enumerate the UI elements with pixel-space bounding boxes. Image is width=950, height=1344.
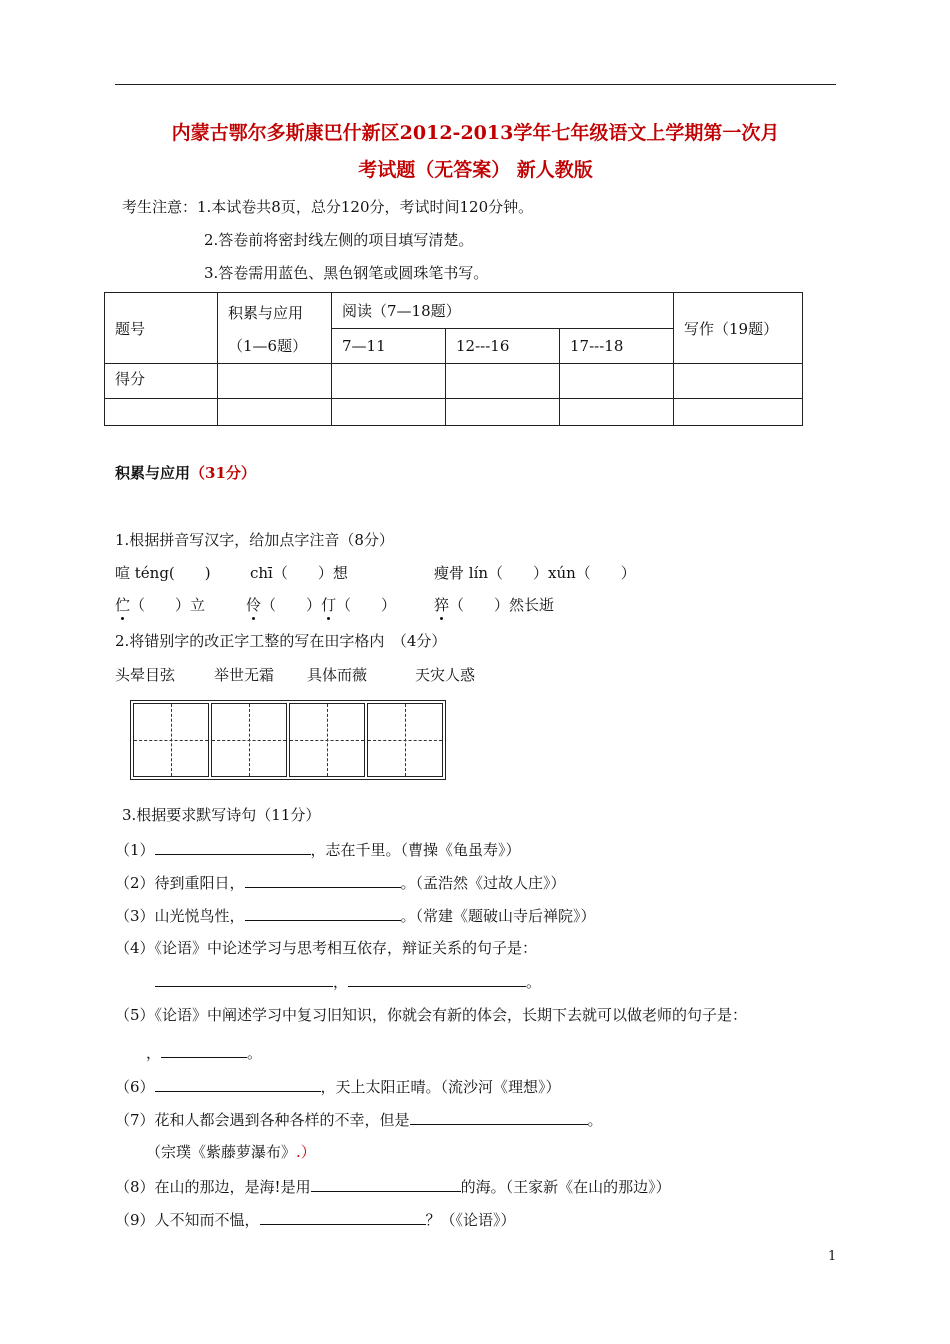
notice-line1: 考生注意：1.本试卷共8页，总分120分，考试时间120分钟。 — [122, 198, 534, 216]
answer-blank[interactable] — [155, 1075, 321, 1092]
score-table-reading-sub1: 7—11 — [332, 328, 446, 364]
comma: ， — [146, 1044, 162, 1062]
q1-item-e-mid: （ ） — [261, 596, 322, 614]
q3-item-8-pre: （8）在山的那边，是海!是用 — [115, 1178, 311, 1196]
q3-item-7-src-end: .） — [296, 1143, 316, 1161]
blank-cell — [218, 399, 332, 426]
q3-item-9 — [115, 1208, 516, 1230]
score-cell[interactable] — [446, 364, 560, 399]
q1-item-b: chī（ ）想 — [250, 564, 348, 582]
q3-item-8 — [115, 1175, 671, 1197]
q3-item-4: （4）《论语》中论述学习与思考相互依存，辩证关系的句子是： — [115, 939, 538, 957]
q3-item-1 — [115, 838, 521, 860]
score-cell[interactable] — [218, 364, 332, 399]
q1-item-c: 瘦骨 lín（ ）xún（ ） — [434, 564, 636, 582]
notice-line3: 3.答卷需用蓝色、黑色钢笔或圆珠笔书写。 — [204, 264, 489, 282]
q3-item-2-pre: （2）待到重阳日， — [115, 874, 245, 892]
q3-item-7-pre: （7）花和人都会遇到各种各样的不幸，但是 — [115, 1111, 410, 1129]
period: 。 — [587, 1111, 603, 1129]
page-number: 1 — [828, 1249, 837, 1264]
q1-item-f-rest: （ ）然长逝 — [449, 596, 555, 614]
q3-item-6-pre: （6） — [115, 1078, 155, 1096]
q3-item-7-source — [146, 1141, 316, 1162]
score-table-reading-header: 阅读（7—18题） — [332, 293, 674, 329]
tianzige-cell[interactable] — [211, 703, 287, 777]
q2-word: 天灾人惑 — [415, 666, 476, 684]
q3-item-4-answers — [155, 970, 541, 992]
q1-item-d — [115, 594, 205, 615]
q2-word: 举世无霜 — [214, 666, 275, 684]
q3-item-2 — [115, 871, 566, 893]
section-heading — [115, 462, 256, 483]
q1-item-e-rest: （ ） — [336, 596, 397, 614]
q1-item-a: 喧 téng( ) — [115, 564, 211, 582]
q3-item-7 — [115, 1108, 603, 1130]
answer-blank[interactable] — [260, 1208, 426, 1225]
period: 。 — [247, 1044, 263, 1062]
answer-blank[interactable] — [311, 1175, 461, 1192]
notice-line2: 2.答卷前将密封线左侧的项目填写清楚。 — [204, 231, 474, 249]
answer-blank[interactable] — [245, 904, 401, 921]
section-heading-text: 积累与应用 — [115, 464, 191, 482]
blank-cell — [560, 399, 674, 426]
q3-item-7-src: （宗璞《紫藤萝瀑布》 — [146, 1143, 297, 1161]
tianzige-grid — [130, 700, 446, 780]
comma: ， — [333, 973, 349, 991]
q3-title: 3.根据要求默写诗句（11分） — [122, 806, 321, 824]
period: 。 — [526, 973, 542, 991]
dotted-char: 仃 — [321, 596, 337, 614]
section-heading-points: （31分） — [190, 464, 256, 482]
q1-item-e — [246, 594, 396, 615]
dotted-char: 伶 — [246, 596, 262, 614]
q1-item-d-rest: （ ）立 — [130, 596, 206, 614]
q3-item-3-post: 。（常建《题破山寺后禅院》） — [400, 907, 596, 925]
q3-item-3-pre: （3）山光悦鸟性， — [115, 907, 245, 925]
score-cell[interactable] — [560, 364, 674, 399]
tianzige-cell[interactable] — [289, 703, 365, 777]
q2-title: 2.将错别字的改正字工整的写在田字格内 （4分） — [115, 632, 447, 650]
q3-item-1-pre: （1） — [115, 841, 155, 859]
score-table-score-label: 得分 — [105, 364, 218, 399]
q3-item-1-post: ，志在千里。（曹操《龟虽寿》） — [310, 841, 521, 859]
blank-cell — [446, 399, 560, 426]
score-table-reading-sub2: 12---16 — [446, 328, 560, 364]
q3-item-5-answers — [146, 1041, 262, 1063]
accum-header-line1: 积累与应用 — [228, 304, 304, 322]
score-table-question-header: 题号 — [105, 293, 218, 364]
score-table-reading-sub3: 17---18 — [560, 328, 674, 364]
q3-item-6 — [115, 1075, 561, 1097]
doc-title-line2: 考试题（无答案） 新人教版 — [358, 159, 593, 181]
score-cell[interactable] — [332, 364, 446, 399]
score-cell[interactable] — [674, 364, 803, 399]
q2-word: 具体而薇 — [307, 666, 368, 684]
dotted-char: 伫 — [115, 596, 131, 614]
answer-blank[interactable] — [155, 838, 311, 855]
score-table — [104, 292, 803, 426]
answer-blank[interactable] — [155, 970, 333, 987]
answer-blank[interactable] — [348, 970, 526, 987]
answer-blank[interactable] — [245, 871, 401, 888]
tianzige-cell[interactable] — [367, 703, 443, 777]
answer-blank[interactable] — [161, 1041, 247, 1058]
q1-item-f — [434, 594, 554, 615]
header-rule — [115, 84, 836, 85]
blank-cell — [332, 399, 446, 426]
doc-title-line1: 内蒙古鄂尔多斯康巴什新区2012-2013学年七年级语文上学期第一次月 — [171, 122, 780, 144]
tianzige-cell[interactable] — [133, 703, 209, 777]
q3-item-5: （5）《论语》中阐述学习中复习旧知识，你就会有新的体会，长期下去就可以做老师的句子是： — [115, 1006, 748, 1024]
q2-word: 头晕目弦 — [115, 666, 176, 684]
q1-title: 1.根据拼音写汉字，给加点字注音（8分） — [115, 531, 394, 549]
blank-cell — [674, 399, 803, 426]
blank-cell — [105, 399, 218, 426]
q3-item-8-post: 的海。（王家新《在山的那边》） — [460, 1178, 671, 1196]
score-table-writing-header: 写作（19题） — [674, 293, 803, 364]
dotted-char: 猝 — [434, 596, 450, 614]
q3-item-6-post: ，天上太阳正晴。（流沙河《理想》） — [320, 1078, 561, 1096]
q3-item-3 — [115, 904, 596, 926]
q3-item-9-post: ？（《论语》） — [425, 1211, 516, 1229]
q3-item-2-post: 。（孟浩然《过故人庄》） — [400, 874, 566, 892]
score-table-accum-header — [218, 293, 332, 364]
accum-header-line2: （1—6题） — [228, 337, 308, 355]
q3-item-9-pre: （9）人不知而不愠， — [115, 1211, 260, 1229]
answer-blank[interactable] — [410, 1108, 588, 1125]
